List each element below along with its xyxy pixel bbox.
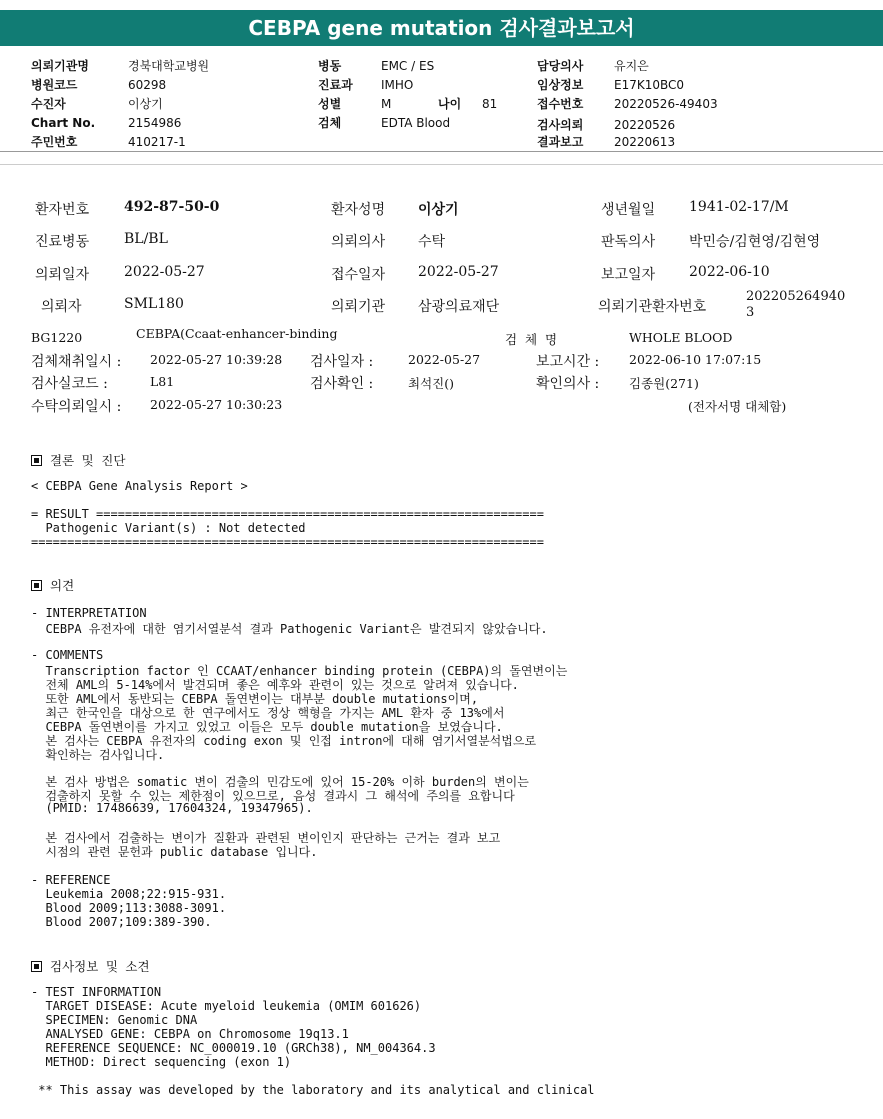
comment-line: 본 검사는 CEBPA 유전자의 coding exon 및 인접 intron에 대해 염기서열분석법으로: [31, 734, 537, 748]
comment-line: 본 검사 방법은 somatic 변이 검출의 민감도에 있어 15-20% 이하 burden의 변이는: [31, 775, 529, 789]
reader-value: 박민승/김현영/김현영: [689, 234, 821, 250]
receipt-time-label: 수탁의뢰일시 :: [31, 399, 122, 415]
header-row-age: 나이 81: [438, 97, 498, 111]
lab-code-label: 검사실코드 :: [31, 376, 108, 392]
collect-time-value: 2022-05-27 10:39:28: [150, 352, 283, 367]
test-info-line: SPECIMEN: Genomic DNA: [31, 1013, 198, 1027]
test-info-line: ANALYSED GENE: CEBPA on Chromosome 19q13.1: [31, 1027, 349, 1041]
test-name: CEBPA(Ccaat-enhancer-binding: [136, 326, 338, 341]
request-date-label: 의뢰일자: [35, 267, 90, 283]
reference-item: Leukemia 2008;22:915-931.: [31, 887, 227, 901]
report-time-label: 보고시간 :: [536, 354, 600, 370]
institution-patient-no-line2: 3: [746, 305, 755, 320]
test-info-line: REFERENCE SEQUENCE: NC_000019.10 (GRCh38), NM_004364.3: [31, 1041, 436, 1055]
confirm-value: 최석진(): [408, 376, 454, 391]
test-info-line: METHOD: Direct sequencing (exon 1): [31, 1055, 292, 1069]
birth-value: 1941-02-17/M: [689, 199, 789, 215]
doctor-label: 의뢰의사: [331, 234, 386, 250]
patient-no: 492-87-50-0: [124, 199, 220, 215]
comment-line: 또한 AML에서 동반되는 CEBPA 돌연변이는 대부분 double mutations이며,: [31, 692, 479, 706]
reference-title: - REFERENCE: [31, 873, 111, 887]
header-row-receipt-no: 접수번호 20220526-49403: [537, 97, 718, 111]
patient-name: 이상기: [418, 202, 459, 218]
lab-code-value: L81: [150, 374, 175, 389]
report-subtitle: < CEBPA Gene Analysis Report >: [31, 479, 248, 493]
result-line: = RESULT ==============================================================: [31, 507, 544, 521]
interpretation-title: - INTERPRETATION: [31, 606, 147, 620]
header-divider: [0, 151, 883, 152]
report-time-value: 2022-06-10 17:07:15: [629, 352, 762, 367]
reader-label: 판독의사: [601, 234, 656, 250]
comment-line: CEBPA 돌연변이를 가지고 있었고 이들은 모두 double mutation을 보였습니다.: [31, 720, 503, 734]
conclusion-heading: 결론 및 진단: [31, 451, 125, 469]
header-row-resident-no: 주민번호 410217-1: [31, 135, 186, 149]
section-square-icon: [31, 455, 42, 466]
ward-value: BL/BL: [124, 231, 168, 247]
reference-item: Blood 2007;109:389-390.: [31, 915, 212, 929]
institution-value: 삼광의료재단: [418, 299, 500, 315]
header-row-institution: 의뢰기관명 경북대학교병원: [31, 59, 210, 73]
comment-line: 시점의 관련 문헌과 public database 입니다.: [31, 845, 318, 859]
header-row-sex: 성별 M: [318, 97, 392, 111]
header-row-clinical-info: 임상정보 E17K10BC0: [537, 78, 685, 92]
header-row-chart-no: Chart No. 2154986: [31, 116, 182, 130]
comment-line: (PMID: 17486639, 17604324, 19347965).: [31, 801, 313, 815]
report-date-label: 보고일자: [601, 267, 656, 283]
header-divider-2: [0, 164, 883, 165]
interpretation-text: CEBPA 유전자에 대한 염기서열분석 결과 Pathogenic Variant은 발견되지 않았습니다.: [31, 622, 548, 636]
test-date-value: 2022-05-27: [408, 352, 481, 367]
comment-line: Transcription factor 인 CCAAT/enhancer binding protein (CEBPA)의 돌연변이는: [31, 664, 568, 678]
test-info-title: - TEST INFORMATION: [31, 985, 162, 999]
requester-label: 의뢰자: [41, 299, 82, 315]
specimen-value: WHOLE BLOOD: [629, 330, 733, 345]
institution-patient-no-line1: 202205264940: [746, 289, 846, 304]
report-title: CEBPA gene mutation 검사결과보고서: [0, 10, 883, 46]
birth-label: 생년월일: [601, 202, 656, 218]
confirm-label: 검사확인 :: [310, 376, 374, 392]
section-square-icon: [31, 580, 42, 591]
collect-time-label: 검체채취일시 :: [31, 354, 122, 370]
comment-line: 최근 한국인을 대상으로 한 연구에서도 정상 핵형을 가지는 AML 환자 중 13%에서: [31, 706, 505, 720]
comment-line: 전체 AML의 5-14%에서 발견되며 좋은 예후와 관련이 있는 것으로 알려져 있습니다.: [31, 678, 519, 692]
header-row-department: 진료과 IMHO: [318, 78, 414, 92]
confirm-doctor-label: 확인의사 :: [536, 376, 600, 392]
doctor-value: 수탁: [418, 234, 446, 250]
reference-item: Blood 2009;113:3088-3091.: [31, 901, 227, 915]
test-info-line: TARGET DISEASE: Acute myeloid leukemia (OMIM 601626): [31, 999, 422, 1013]
test-info-heading: 검사정보 및 소견: [31, 957, 150, 975]
comments-title: - COMMENTS: [31, 648, 104, 662]
receipt-date-label: 접수일자: [331, 267, 386, 283]
comment-line: 검출하지 못할 수 있는 제한점이 있으므로, 음성 결과시 그 해석에 주의를 요합니다: [31, 789, 515, 803]
test-code: BG1220: [31, 330, 83, 345]
ward-label: 진료병동: [35, 234, 90, 250]
institution-patient-no-label: 의뢰기관환자번호: [598, 299, 707, 315]
footnote: ** This assay was developed by the laboratory and its analytical and clinical: [31, 1083, 595, 1097]
e-signature-note: (전자서명 대체함): [688, 399, 787, 414]
result-end-line: =======================================================================: [31, 535, 544, 549]
receipt-time-value: 2022-05-27 10:30:23: [150, 397, 283, 412]
header-row-specimen: 검체 EDTA Blood: [318, 116, 451, 130]
report-date-value: 2022-06-10: [689, 264, 770, 280]
header-row-ward: 병동 EMC / ES: [318, 59, 435, 73]
header-row-report-date: 결과보고 20220613: [537, 135, 676, 149]
patient-name-label: 환자성명: [331, 202, 386, 218]
specimen-label: 검 체 명: [505, 332, 558, 347]
comment-line: 확인하는 검사입니다.: [31, 748, 165, 762]
header-row-hospital-code: 병원코드 60298: [31, 78, 167, 92]
test-date-label: 검사일자 :: [310, 354, 374, 370]
header-row-request-date: 검사의뢰 20220526: [537, 118, 676, 132]
request-date-value: 2022-05-27: [124, 264, 205, 280]
header-row-patient: 수진자 이상기: [31, 97, 163, 111]
result-value: Pathogenic Variant(s) : Not detected: [31, 521, 306, 535]
section-square-icon: [31, 961, 42, 972]
header-row-doctor: 담당의사 유지은: [537, 59, 649, 73]
comment-line: 본 검사에서 검출하는 변이가 질환과 관련된 변이인지 판단하는 근거는 결과 보고: [31, 831, 501, 845]
opinion-heading: 의견: [31, 576, 74, 594]
patient-no-label: 환자번호: [35, 202, 90, 218]
confirm-doctor-value: 김종원(271): [629, 376, 699, 391]
receipt-date-value: 2022-05-27: [418, 264, 499, 280]
institution-label: 의뢰기관: [331, 299, 386, 315]
requester-value: SML180: [124, 296, 184, 312]
